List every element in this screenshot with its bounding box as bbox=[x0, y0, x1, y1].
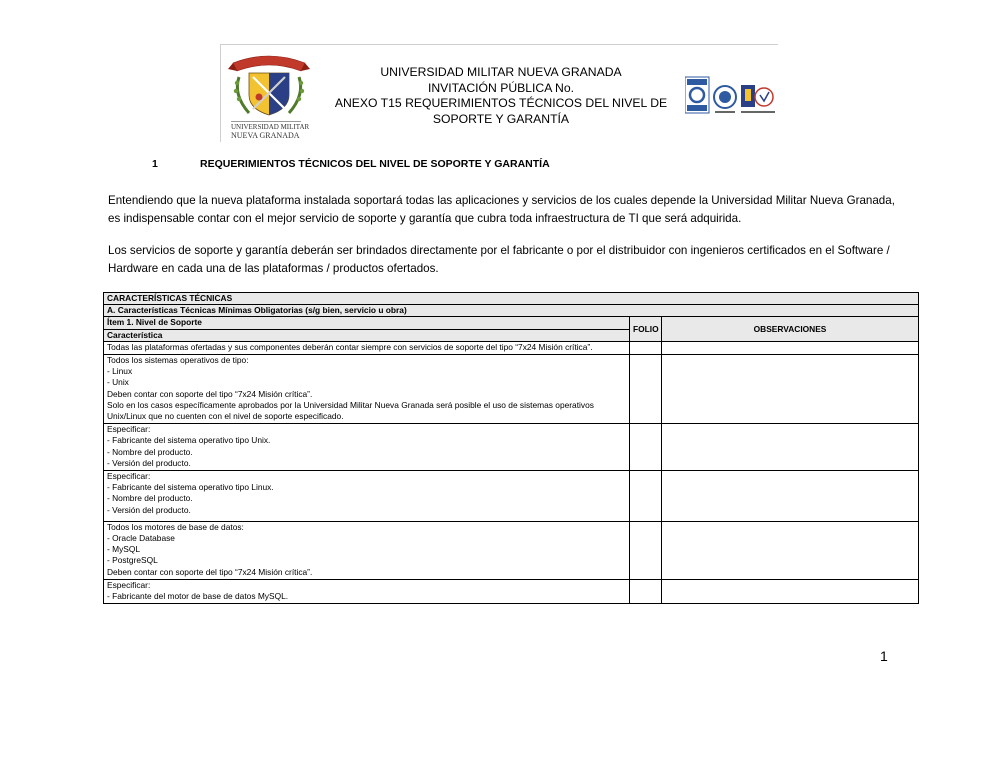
title-line: UNIVERSIDAD MILITAR NUEVA GRANADA bbox=[380, 65, 622, 79]
requirement-cell bbox=[104, 521, 630, 579]
table-row bbox=[104, 355, 919, 424]
requirement-line: - PostgreSQL bbox=[107, 555, 158, 566]
requirement-line: - Unix bbox=[107, 377, 129, 388]
table-subcaption-row bbox=[104, 305, 919, 317]
requirement-line: - Fabricante del motor de base de datos MySQL. bbox=[107, 591, 289, 602]
requirement-line: - Fabricante del sistema operativo tipo Linux. bbox=[107, 482, 274, 493]
certification-logos bbox=[685, 75, 775, 119]
observaciones-cell[interactable] bbox=[662, 521, 919, 579]
requirement-line: Deben contar con soporte del tipo “7x24 Misión crítica”. bbox=[107, 566, 313, 577]
requirement-cell bbox=[104, 355, 630, 424]
folio-cell[interactable] bbox=[630, 521, 662, 579]
folio-header: FOLIO bbox=[630, 317, 662, 341]
requirement-line: - Versión del producto. bbox=[107, 504, 191, 515]
folio-cell[interactable] bbox=[630, 579, 662, 603]
table-row bbox=[104, 579, 919, 603]
requirement-line: Especificar: bbox=[107, 579, 151, 590]
requirement-line: Solo en los casos específicamente aprobados por la Universidad Militar Nueva Granada será posible el uso de sistemas operativos Unix/Linux que no cuenten con el nivel de soporte especificado. bbox=[107, 399, 594, 422]
observaciones-cell[interactable] bbox=[662, 424, 919, 471]
requirement-line: Deben contar con soporte del tipo “7x24 Misión crítica”. bbox=[107, 388, 313, 399]
table-caption-row bbox=[104, 293, 919, 305]
intro-paragraph: Entendiendo que la nueva plataforma instalada soportará todas las aplicaciones y servicios de los cuales depende la Universidad Militar Nueva Granada, es indispensable contar con el mejor servicio de soporte y garantía que cubra toda infraestructura de TI que será adquirida. bbox=[108, 194, 895, 225]
requirement-line: - Nombre del producto. bbox=[107, 493, 193, 504]
document-title bbox=[321, 65, 681, 127]
observaciones-header: OBSERVACIONES bbox=[662, 317, 919, 341]
item-label: Ítem 1. Nivel de Soporte bbox=[104, 317, 630, 329]
requirement-line: - Versión del producto. bbox=[107, 457, 191, 468]
table-row bbox=[104, 521, 919, 579]
title-line: SOPORTE Y GARANTÍA bbox=[432, 111, 570, 126]
requirement-line: - Fabricante del sistema operativo tipo Unix. bbox=[107, 435, 271, 446]
requirement-cell bbox=[104, 471, 630, 522]
requirement-cell bbox=[104, 341, 630, 354]
table-header-row bbox=[104, 317, 919, 329]
table-row bbox=[104, 424, 919, 471]
page-number: 1 bbox=[880, 648, 888, 664]
section-number: 1 bbox=[152, 158, 158, 170]
requirement-line: - Linux bbox=[107, 366, 133, 377]
svg-text:NUEVA GRANADA: NUEVA GRANADA bbox=[231, 131, 300, 140]
document-header bbox=[220, 44, 778, 142]
table-row bbox=[104, 341, 919, 354]
folio-cell[interactable] bbox=[630, 355, 662, 424]
requirement-line: - MySQL bbox=[107, 544, 141, 555]
requirement-line: Todos los sistemas operativos de tipo: bbox=[107, 355, 249, 366]
requirements-table bbox=[103, 292, 919, 604]
requirement-line: Especificar: bbox=[107, 424, 151, 435]
requirement-cell bbox=[104, 424, 630, 471]
requirement-line: - Nombre del producto. bbox=[107, 446, 193, 457]
observaciones-cell[interactable] bbox=[662, 341, 919, 354]
svg-text:UNIVERSIDAD MILITAR: UNIVERSIDAD MILITAR bbox=[231, 123, 310, 131]
requirement-line: Todos los motores de base de datos: bbox=[107, 521, 244, 532]
title-line: INVITACIÓN PÚBLICA No. bbox=[427, 80, 575, 95]
title-line: ANEXO T15 REQUERIMIENTOS TÉCNICOS DEL NIVEL DE bbox=[334, 96, 668, 110]
folio-cell[interactable] bbox=[630, 341, 662, 354]
requirement-line: - Oracle Database bbox=[107, 533, 175, 544]
observaciones-cell[interactable] bbox=[662, 355, 919, 424]
requirement-line: Todas las plataformas ofertadas y sus componentes deberán contar siempre con servicios de soporte del tipo “7x24 Misión crítica”. bbox=[107, 341, 593, 352]
table-subcaption: A. Características Técnicas Mínimas Obligatorias (s/g bien, servicio u obra) bbox=[104, 305, 919, 317]
table-caption: CARACTERÍSTICAS TÉCNICAS bbox=[104, 293, 919, 305]
section-title: REQUERIMIENTOS TÉCNICOS DEL NIVEL DE SOPORTE Y GARANTÍA bbox=[200, 158, 550, 170]
section-heading bbox=[152, 158, 550, 170]
university-shield-logo bbox=[225, 49, 313, 141]
support-paragraph: Los servicios de soporte y garantía deberán ser brindados directamente por el fabricante o por el distribuidor con ingenieros certificados en el Software / Hardware en cada una de las plataformas / productos ofertados. bbox=[108, 244, 890, 275]
requirement-cell bbox=[104, 579, 630, 603]
observaciones-cell[interactable] bbox=[662, 579, 919, 603]
folio-cell[interactable] bbox=[630, 424, 662, 471]
caracteristica-header: Característica bbox=[104, 329, 630, 341]
requirement-line: Especificar: bbox=[107, 471, 151, 482]
row-spacer bbox=[107, 516, 626, 520]
table-row bbox=[104, 471, 919, 522]
folio-cell[interactable] bbox=[630, 471, 662, 522]
observaciones-cell[interactable] bbox=[662, 471, 919, 522]
